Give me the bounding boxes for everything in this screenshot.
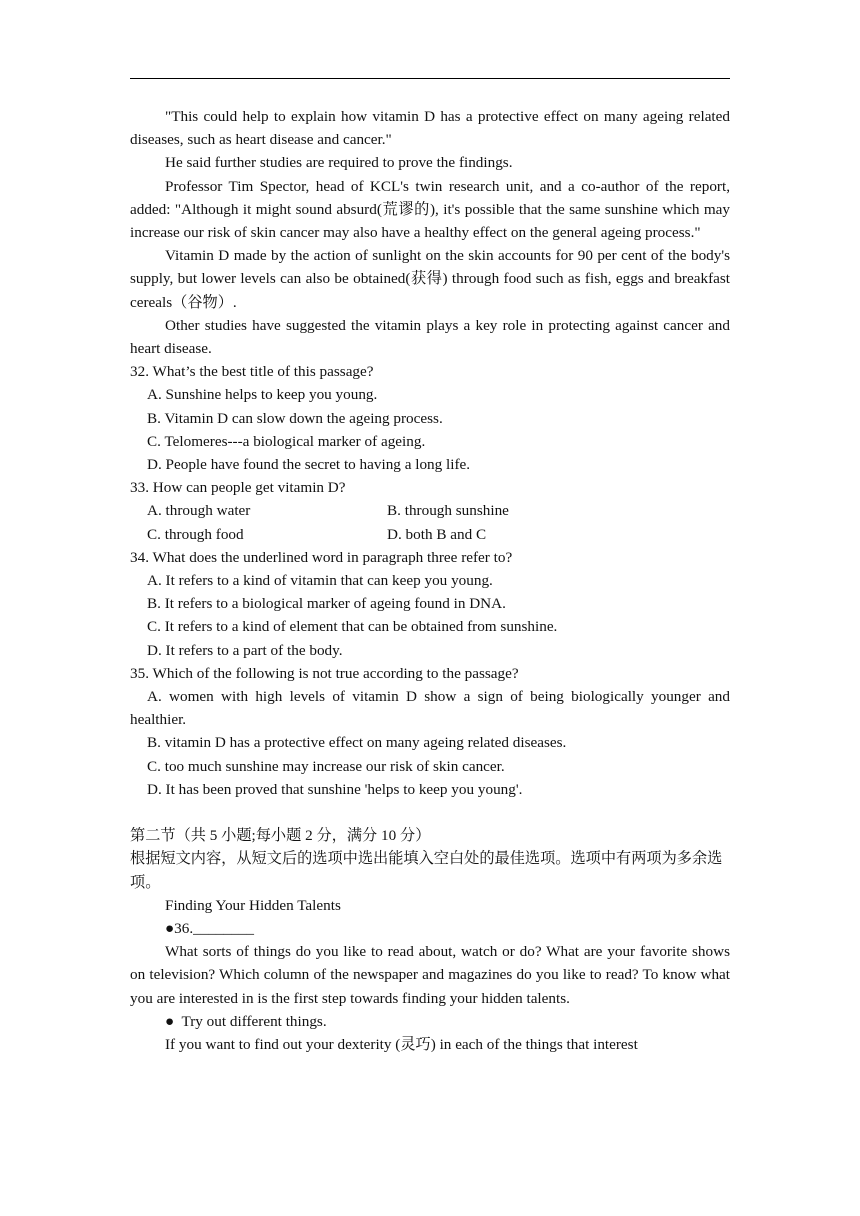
option-b: B. vitamin D has a protective effect on many ageing related diseases. <box>147 734 567 752</box>
section-heading: 第二节（共 5 小题;每小题 2 分，满分 10 分） <box>130 827 431 845</box>
option-d: D. both B and C <box>387 525 487 543</box>
option-d: D. People have found the secret to having a long life. <box>147 456 471 474</box>
option-b: B. through sunshine <box>387 502 509 520</box>
question-35 <box>130 662 730 801</box>
option-a: A. through water <box>147 502 251 520</box>
option-d: D. It refers to a part of the body. <box>147 641 343 659</box>
option-d: D. It has been proved that sunshine 'helps to keep you young'. <box>147 780 523 798</box>
option-c: C. too much sunshine may increase our risk of skin cancer. <box>147 757 505 775</box>
option-a: A. It refers to a kind of vitamin that can keep you young. <box>147 572 493 590</box>
bullet-heading: ● Try out different things. <box>165 1012 327 1030</box>
question-33 <box>130 476 730 546</box>
question-stem: 34. What does the underlined word in paragraph three refer to? <box>130 548 513 566</box>
question-32 <box>130 360 730 476</box>
passage-title: Finding Your Hidden Talents <box>165 896 341 914</box>
option-c: C. through food <box>147 525 244 543</box>
option-a: A. Sunshine helps to keep you young. <box>147 386 378 404</box>
option-b: B. It refers to a biological marker of ageing found in DNA. <box>147 595 506 613</box>
section-instructions: 根据短文内容，从短文后的选项中选出能填入空白处的最佳选项。选项中有两项为多余选项。 <box>130 850 723 891</box>
question-stem: 33. How can people get vitamin D? <box>130 479 346 497</box>
reading-passage <box>130 105 730 360</box>
passage-paragraph: What sorts of things do you like to read about, watch or do? What are your favorite shows on television? Which column of the newspaper and magazines do you like to read? To know what you are interested in is the first step towards finding your hidden talents. <box>130 943 730 1007</box>
passage-paragraph: Other studies have suggested the vitamin plays a key role in protecting against cancer and heart disease. <box>130 316 730 358</box>
section-gap <box>130 801 730 824</box>
passage-paragraph: Professor Tim Spector, head of KCL's twin research unit, and a co-author of the report, added: "Although it might sound absurd(荒谬的), it's possible that the same sunshine which may increase our risk of skin cancer may also have a healthy effect on the general ageing process." <box>130 177 730 242</box>
option-row <box>130 523 730 546</box>
option-c: C. It refers to a kind of element that can be obtained from sunshine. <box>147 618 558 636</box>
option-c: C. Telomeres---a biological marker of ageing. <box>147 432 426 450</box>
section-two <box>130 824 730 1056</box>
question-34 <box>130 546 730 662</box>
option-row <box>130 499 730 522</box>
passage-paragraph: Vitamin D made by the action of sunlight on the skin accounts for 90 per cent of the body's supply, but lower levels can also be obtained(获得) through food such as fish, eggs and breakfast cereals（谷物）. <box>130 247 730 311</box>
passage-paragraph: "This could help to explain how vitamin D has a protective effect on many ageing related diseases, such as heart disease and cancer." <box>130 108 730 149</box>
option-a: A. women with high levels of vitamin D show a sign of being biologically younger and healthier. <box>130 688 730 729</box>
option-b: B. Vitamin D can slow down the ageing process. <box>147 409 443 427</box>
page-content <box>130 105 730 1056</box>
passage-paragraph: If you want to find out your dexterity (灵巧) in each of the things that interest <box>165 1035 638 1053</box>
passage-paragraph: He said further studies are required to prove the findings. <box>165 154 513 172</box>
blank-36: ●36.________ <box>165 919 254 937</box>
header-rule <box>130 78 730 79</box>
question-stem: 32. What’s the best title of this passage? <box>130 363 374 381</box>
question-stem: 35. Which of the following is not true according to the passage? <box>130 664 519 682</box>
